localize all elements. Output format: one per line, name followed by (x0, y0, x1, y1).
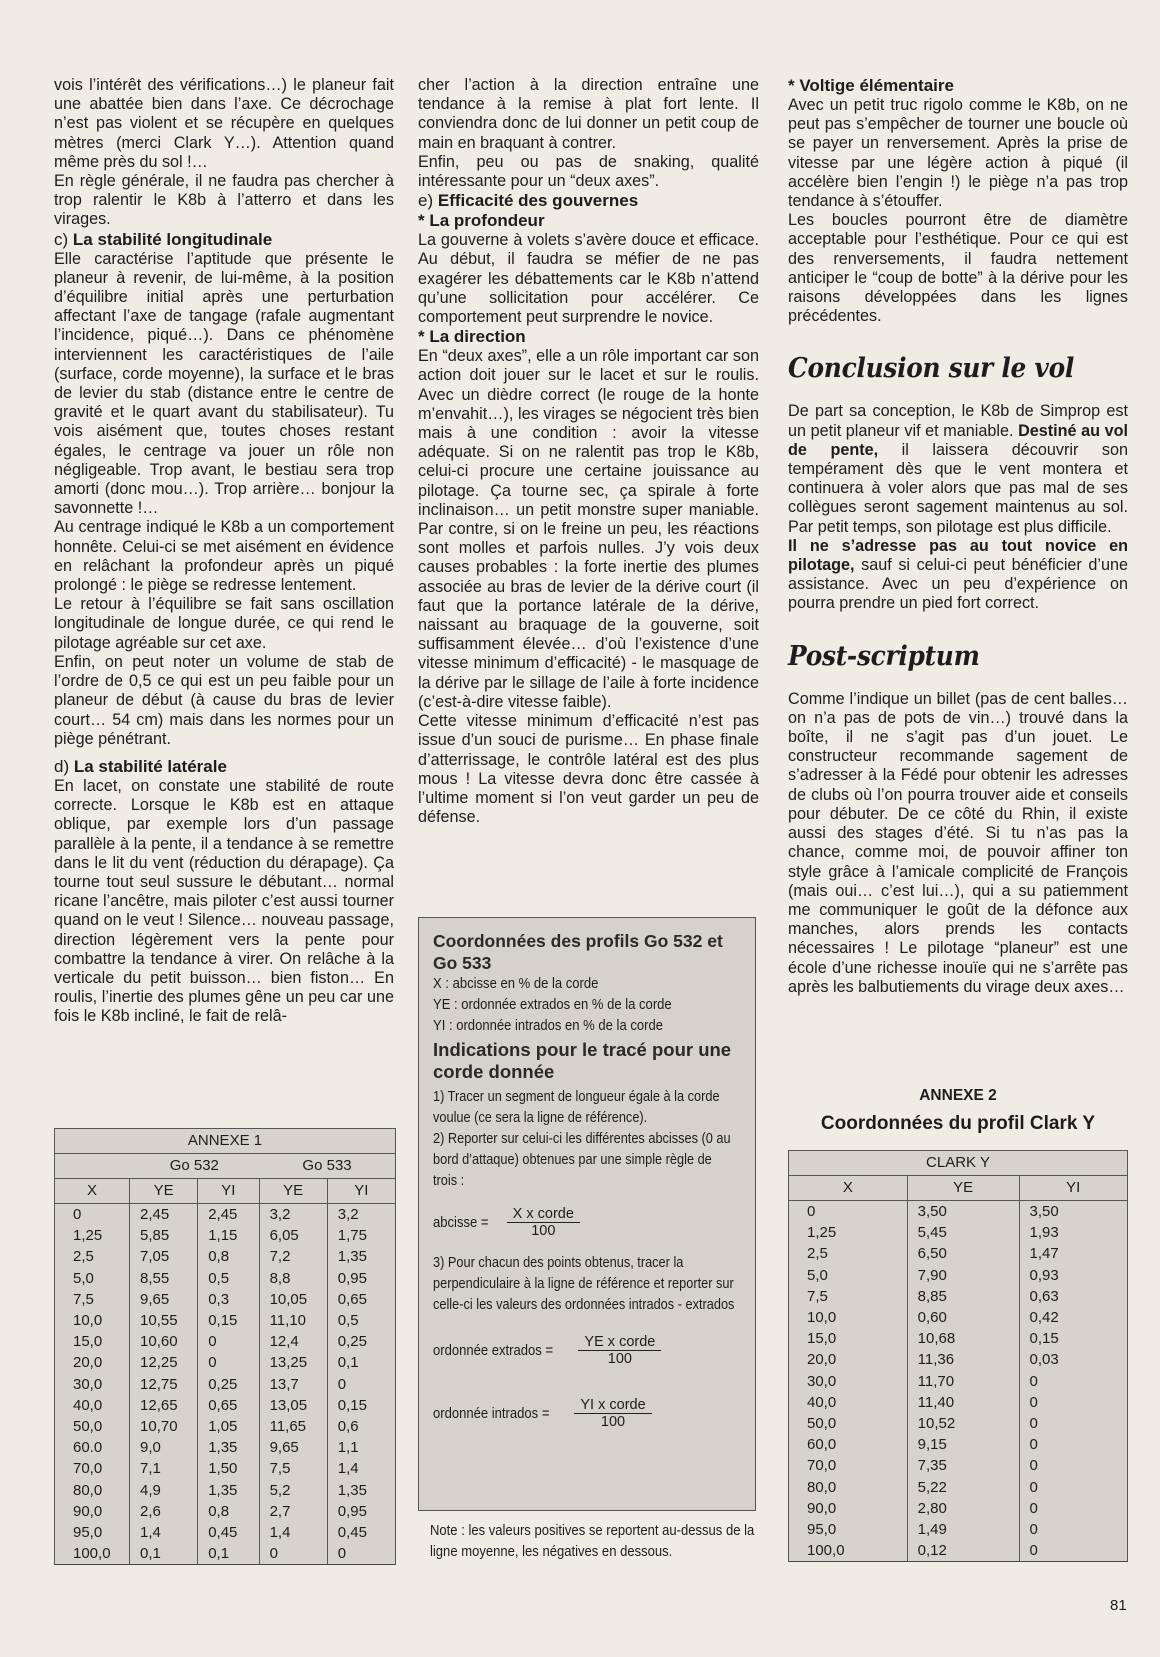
table-cell: 1,47 (1019, 1243, 1128, 1264)
table-cell: 0,25 (198, 1374, 259, 1395)
table-cell: 13,7 (259, 1374, 327, 1395)
table-cell: 0 (1019, 1540, 1128, 1562)
table-cell: 60.0 (55, 1437, 130, 1458)
formula-extrados (433, 1334, 743, 1367)
section-title-conclusion: Conclusion sur le vol (788, 353, 1075, 385)
table-row (789, 1519, 1128, 1540)
paragraph: Comme l’indique un billet (pas de cent balles… on n’a pas de pots de vin…) trouvé dans la boîte, il ne s’agit pas d’un jouet. Le constructeur recommande sagement de s’adresser à la Fédé pour obtenir les adresses de clubs où l’on pourra trouver aide et conseils pour débuter. De ce côté du Rhin, il existe aussi des stages d’été. Si tu n’as pas la chance, comme moi, de pouvoir affiner ton style grâce à l’amicale complicité de François (mais oui… c’est lui…), qui a su patiemment me communiquer le goût de la défonce aux manches, alors prends les contacts nécessaires ! Le pilotage “planeur” est une école d’une richesse inouïe qui ne s’arrête pas après les balbutiements du virage deux axes… (788, 689, 1128, 996)
table-cell: 0,15 (1019, 1328, 1128, 1349)
table-cell: 1,4 (130, 1522, 198, 1543)
table-cell: 7,5 (259, 1458, 327, 1479)
table-row (789, 1265, 1128, 1286)
table-row (55, 1395, 396, 1416)
heading-prefix: e) (418, 191, 434, 211)
section-heading-gouvernes (418, 191, 759, 211)
table-cell: 0,5 (327, 1310, 395, 1331)
table-cell: 0,93 (1019, 1265, 1128, 1286)
table-cell: 10,05 (259, 1289, 327, 1310)
annexe-1-table (54, 1128, 396, 1565)
formula-label: ordonnée extrados = (433, 1342, 554, 1359)
table-row (55, 1543, 396, 1565)
table-cell: 7,05 (130, 1246, 198, 1267)
table-cell: 0 (55, 1204, 130, 1226)
table-cell: 12,25 (130, 1352, 198, 1373)
table-cell: 15,0 (789, 1328, 908, 1349)
table-cell: 10,52 (907, 1413, 1019, 1434)
table-cell: 0 (1019, 1455, 1128, 1476)
table-cell: 0,63 (1019, 1286, 1128, 1307)
paragraph (788, 402, 1128, 536)
table-cell: 80,0 (55, 1480, 130, 1501)
table-cell: 5,0 (789, 1265, 908, 1286)
table-cell: 0,1 (198, 1543, 259, 1565)
table-cell: 0 (327, 1543, 395, 1565)
denominator: 100 (531, 1223, 556, 1239)
column-header: YE (130, 1179, 198, 1204)
table-cell: 2,5 (55, 1246, 130, 1267)
column-header: YI (1019, 1176, 1128, 1201)
table-cell: 6,50 (907, 1243, 1019, 1264)
formula-label: ordonnée intrados = (433, 1405, 550, 1422)
table-cell: 90,0 (55, 1501, 130, 1522)
table-cell: 1,35 (198, 1437, 259, 1458)
subheading-profondeur: * La profondeur (418, 211, 545, 231)
table-cell: 0,1 (130, 1543, 198, 1565)
table-cell: 15,0 (55, 1331, 130, 1352)
subheading-voltige: * Voltige élémentaire (788, 76, 954, 95)
table-cell: 0 (1019, 1371, 1128, 1392)
text-run: sauf si celui-ci peut bénéficier d’une assistance. Avec un peu d’expérience on pourra prendre un pied fort correct. (788, 556, 1128, 613)
table-cell: 11,40 (907, 1392, 1019, 1413)
annexe-caption: Coordonnées du profil Clark Y (820, 1113, 1096, 1134)
table-cell: 2,5 (789, 1243, 908, 1264)
table-cell: 1,93 (1019, 1222, 1128, 1243)
profile-coordinates-box (418, 917, 756, 1511)
paragraph: En lacet, on constate une stabilité de route correcte. Lorsque le K8b est en attaque oblique, par exemple lors d’un passage parallèle à la pente, il a tendance à se remettre dans le lit du vent (réduction du dérapage). Ça tourne tout seul sussure le débutant… normal ricane l’ancêtre, mais piloter c’est aussi tourner quand on le veut ! Silence… nouveau passage, direction légèrement vers la pente pour combattre la tendance à virer. On relâche à la verticale du petit buisson… bien fiston… En roulis, l’inertie des plumes gêne un peu car une fois le K8b incliné, le fait de relâ- (54, 776, 394, 1026)
emphasis: Il ne s’adresse pas au tout novice en pilotage, (788, 536, 1128, 575)
table-cell: 6,05 (259, 1225, 327, 1246)
table-cell: 0,95 (327, 1501, 395, 1522)
table-cell: 7,5 (789, 1286, 908, 1307)
annexe-2-table (788, 1150, 1128, 1562)
table-cell: 2,80 (907, 1498, 1019, 1519)
table-title: ANNEXE 1 (55, 1129, 396, 1154)
table-cell: 20,0 (789, 1349, 908, 1370)
legend-line: YE : ordonnée extrados en % de la corde (433, 997, 672, 1013)
table-row (789, 1455, 1128, 1476)
table-row (789, 1392, 1128, 1413)
table-cell: 5,2 (259, 1480, 327, 1501)
table-cell: 7,90 (907, 1265, 1019, 1286)
table-row (55, 1331, 396, 1352)
box-note: Note : les valeurs positives se reportent au-dessus de la ligne moyenne, les négatives en dessous. (430, 1523, 755, 1560)
table-row (789, 1243, 1128, 1264)
table-cell: 0,03 (1019, 1349, 1128, 1370)
column-header: YE (259, 1179, 327, 1204)
table-cell: 50,0 (55, 1416, 130, 1437)
table-cell: 2,45 (198, 1204, 259, 1226)
table-cell: 20,0 (55, 1352, 130, 1373)
table-row (55, 1501, 396, 1522)
heading-text: Efficacité des gouvernes (437, 191, 639, 211)
table-cell: 12,75 (130, 1374, 198, 1395)
paragraph: cher l’action à la direction entraîne une tendance à la remise à plat fort lente. Il conviendra donc de lui donner un petit coup de main en braquant à contrer. (418, 76, 759, 152)
column-header: YE (907, 1176, 1019, 1201)
column-3 (788, 76, 1128, 997)
section-heading-lateral (54, 757, 394, 777)
table-row (55, 1522, 396, 1543)
paragraph: Les boucles pourront être de diamètre acceptable pour l’esthétique. Pour ce qui est des renversements, il faudra nettement anticiper le “coup de botte” à la dérive pour les raisons développées dans les lignes précédentes. (788, 211, 1128, 326)
table-body (55, 1204, 396, 1565)
column-header: YI (327, 1179, 395, 1204)
table-cell: 5,45 (907, 1222, 1019, 1243)
box-subtitle: Indications pour le tracé pour une corde donnée (433, 1039, 732, 1082)
table-row (789, 1371, 1128, 1392)
table-row (55, 1374, 396, 1395)
column-header: YI (198, 1179, 259, 1204)
paragraph: En règle générale, il ne faudra pas chercher à trop ralentir le K8b à l’atterro et dans les virages. (54, 172, 394, 229)
formula-abcisse (433, 1206, 743, 1239)
table-cell: 9,65 (259, 1437, 327, 1458)
table-cell: 0 (327, 1374, 395, 1395)
table-cell: 5,0 (55, 1268, 130, 1289)
table-cell: 3,2 (327, 1204, 395, 1226)
table-cell: 9,15 (907, 1434, 1019, 1455)
table-cell: 30,0 (789, 1371, 908, 1392)
numerator: X x corde (507, 1206, 580, 1223)
table-row (55, 1310, 396, 1331)
table-cell: 0,15 (198, 1310, 259, 1331)
heading-prefix: d) (54, 756, 70, 776)
table-row (55, 1289, 396, 1310)
table-group-header: Go 533 (259, 1154, 395, 1179)
table-cell: 7,35 (907, 1455, 1019, 1476)
table-cell: 7,1 (130, 1458, 198, 1479)
column-2 (418, 76, 759, 827)
table-cell: 0,60 (907, 1307, 1019, 1328)
paragraph: Enfin, peu ou pas de snaking, qualité intéressante pour un “deux axes”. (418, 152, 759, 191)
paragraph (788, 537, 1128, 614)
numerator: YE x corde (578, 1334, 661, 1351)
table-cell: 9,0 (130, 1437, 198, 1458)
table-cell: 1,25 (789, 1222, 908, 1243)
table-cell: 95,0 (55, 1522, 130, 1543)
table-cell: 1,35 (327, 1246, 395, 1267)
table-row (55, 1437, 396, 1458)
table-row (55, 1246, 396, 1267)
table-cell: 100,0 (55, 1543, 130, 1565)
table-cell: 90,0 (789, 1498, 908, 1519)
table-group-spacer (55, 1154, 130, 1179)
paragraph: Elle caractérise l’aptitude que présente le planeur à revenir, de lui-même, à la position d’équilibre initial après une perturbation affectant l’axe de tangage (rafale augmentant l’incidence, piqué…). Dans ce phénomène interviennent les caractéristiques de l’aile (surface, corde moyenne), la surface et le bras de levier du stab (distance entre le centre de gravité et le quart avant du stabilisateur). Tu vois aisément que, toutes choses restant égales, le centrage va jouer un rôle non négligeable. Trop avant, le bestiau sera trop amorti (donc mou…). Trop arrière… bonjour la savonnette !… (54, 249, 394, 518)
table-cell: 50,0 (789, 1413, 908, 1434)
table-cell: 1,4 (259, 1522, 327, 1543)
table-cell: 10,70 (130, 1416, 198, 1437)
table-cell: 60,0 (789, 1434, 908, 1455)
table-cell: 0,8 (198, 1501, 259, 1522)
paragraph: Enfin, on peut noter un volume de stab de l’ordre de 0,5 ce qui est un peu faible pour un planeur de début (à cause du bras de levier court… 54 cm) mais dans les normes pour un piège pénétrant. (54, 652, 394, 748)
fraction (507, 1206, 580, 1239)
annexe-2-caption (788, 1085, 1128, 1137)
table-cell: 3,50 (1019, 1201, 1128, 1223)
table-cell: 0 (1019, 1498, 1128, 1519)
table-cell: 1,49 (907, 1519, 1019, 1540)
table-cell: 5,22 (907, 1477, 1019, 1498)
formula-label: abcisse = (433, 1214, 489, 1231)
legend-line: X : abcisse en % de la corde (433, 976, 599, 992)
fraction (578, 1334, 661, 1367)
table-cell: 3,2 (259, 1204, 327, 1226)
table-row (789, 1477, 1128, 1498)
table-cell: 8,8 (259, 1268, 327, 1289)
table-cell: 0,45 (327, 1522, 395, 1543)
table-group-header: Go 532 (130, 1154, 260, 1179)
table-cell: 1,05 (198, 1416, 259, 1437)
denominator: 100 (600, 1414, 626, 1430)
table-cell: 1,4 (327, 1458, 395, 1479)
table-cell: 0,12 (907, 1540, 1019, 1562)
table-title: CLARK Y (789, 1151, 1128, 1176)
table-cell: 3,50 (907, 1201, 1019, 1223)
table-cell: 9,65 (130, 1289, 198, 1310)
table-cell: 0,95 (327, 1268, 395, 1289)
table-cell: 0,8 (198, 1246, 259, 1267)
subheading-direction: * La direction (418, 327, 526, 347)
table-cell: 13,05 (259, 1395, 327, 1416)
table-cell: 0 (1019, 1519, 1128, 1540)
section-heading-longitudinal (54, 230, 394, 250)
table-cell: 0,3 (198, 1289, 259, 1310)
emphasis: Destiné au vol de pente, (788, 421, 1129, 459)
table-row (789, 1328, 1128, 1349)
table-cell: 1,15 (198, 1225, 259, 1246)
table-cell: 12,65 (130, 1395, 198, 1416)
annexe-label: ANNEXE 2 (919, 1087, 997, 1104)
table-cell: 1,35 (198, 1480, 259, 1501)
table-cell: 40,0 (55, 1395, 130, 1416)
page-number: 81 (1110, 1597, 1127, 1614)
table-cell: 10,0 (789, 1307, 908, 1328)
table-cell: 100,0 (789, 1540, 908, 1562)
table-cell: 4,9 (130, 1480, 198, 1501)
table-cell: 11,70 (907, 1371, 1019, 1392)
table-cell: 0 (198, 1352, 259, 1373)
table-cell: 2,45 (130, 1204, 198, 1226)
column-header: X (789, 1176, 908, 1201)
fraction (574, 1397, 651, 1430)
legend-line: YI : ordonnée intrados en % de la corde (433, 1018, 663, 1034)
table-cell: 13,25 (259, 1352, 327, 1373)
denominator: 100 (607, 1351, 632, 1367)
paragraph: En “deux axes”, elle a un rôle important car son action doit jouer sur le lacet et sur le roulis. Avec un dièdre correct (le rouge de la honte m’envahit…), les virages se négocient très bien mais à une condition : avoir la vitesse adéquate. Si on ne ralentit pas trop le K8b, celui-ci procure une certaine jouissance au pilotage. Ça tourne sec, ça spirale à forte inclinaison… un petit monstre super maniable. Par contre, si on le freine un peu, les réactions sont molles et parfois nulles. J’y vois deux causes probables : la forte inertie des plumes associée au bras de levier de la dérive court (il faut que la portance latérale de la dérive, naissant au braquage de la gouverne, soit suffisamment élevée… d’où l’existence d’une vitesse minimum d’efficacité) - le masquage de la dérive par le sillage de l’aile à forte incidence (c’est-à-dire vitesse faible). (418, 347, 759, 711)
table-row (789, 1201, 1128, 1223)
table-row (789, 1222, 1128, 1243)
table-cell: 40,0 (789, 1392, 908, 1413)
table-cell: 8,85 (907, 1286, 1019, 1307)
table-cell: 12,4 (259, 1331, 327, 1352)
table-cell: 0 (198, 1331, 259, 1352)
table-row (789, 1349, 1128, 1370)
table-row (789, 1498, 1128, 1519)
column-header: X (55, 1179, 130, 1204)
table-cell: 80,0 (789, 1477, 908, 1498)
table-cell: 95,0 (789, 1519, 908, 1540)
table-cell: 0,6 (327, 1416, 395, 1437)
table-cell: 2,7 (259, 1501, 327, 1522)
table-cell: 0 (1019, 1392, 1128, 1413)
table-cell: 1,50 (198, 1458, 259, 1479)
table-body (789, 1201, 1128, 1562)
table-cell: 1,1 (327, 1437, 395, 1458)
table-cell: 0,25 (327, 1331, 395, 1352)
table-cell: 1,75 (327, 1225, 395, 1246)
table-cell: 0,1 (327, 1352, 395, 1373)
paragraph: Le retour à l’équilibre se fait sans oscillation longitudinale de longue durée, ce qui rend le pilotage agréable sur cet axe. (54, 595, 394, 652)
table-cell: 7,5 (55, 1289, 130, 1310)
table-cell: 70,0 (55, 1458, 130, 1479)
table-row (55, 1480, 396, 1501)
table-cell: 0,65 (327, 1289, 395, 1310)
table-row (789, 1286, 1128, 1307)
table-cell: 30,0 (55, 1374, 130, 1395)
table-row (55, 1416, 396, 1437)
table-cell: 2,6 (130, 1501, 198, 1522)
table-cell: 10,0 (55, 1310, 130, 1331)
table-cell: 7,2 (259, 1246, 327, 1267)
table-cell: 1,35 (327, 1480, 395, 1501)
table-cell: 10,60 (130, 1331, 198, 1352)
table-cell: 10,55 (130, 1310, 198, 1331)
table-cell: 0,15 (327, 1395, 395, 1416)
text-run: De part sa conception, le K8b de Simprop est un petit planeur vif et maniable. (788, 402, 1128, 440)
heading-text: La stabilité latérale (73, 756, 227, 776)
text-run: il laissera découvrir son tempérament dès que le vent montera et continuera à voler alors que pas mal de ses collègues seront sagement maintenus au sol. Par petit temps, son pilotage est plus difficile. (788, 440, 1128, 536)
paragraph: Au centrage indiqué le K8b a un comportement honnête. Celui-ci se met aisément en évidence en relâchant la profondeur après un piqué prolongé : le piège se redresse lentement. (54, 518, 394, 595)
instruction-step: 3) Pour chacun des points obtenus, tracer la perpendiculaire à la ligne de référence et reporter sur celle-ci les valeurs des ordonnées intrados - extrados (433, 1255, 735, 1313)
table-cell: 8,55 (130, 1268, 198, 1289)
table-row (789, 1413, 1128, 1434)
numerator: YI x corde (574, 1397, 651, 1414)
table-cell: 0,45 (198, 1522, 259, 1543)
table-cell: 5,85 (130, 1225, 198, 1246)
formula-intrados (433, 1397, 743, 1430)
table-cell: 70,0 (789, 1455, 908, 1476)
table-row (55, 1268, 396, 1289)
paragraph: vois l’intérêt des vérifications…) le planeur fait une abattée bien dans l’axe. Ce décrochage n’est pas violent et se récupère en quelques mètres (merci Clark Y…). Attention quand même près du sol !… (54, 76, 394, 171)
table-row (55, 1225, 396, 1246)
box-title: Coordonnées des profils Go 532 et Go 533 (433, 931, 723, 973)
table-cell: 11,36 (907, 1349, 1019, 1370)
table-row (55, 1204, 396, 1226)
table-cell: 11,65 (259, 1416, 327, 1437)
table-row (789, 1434, 1128, 1455)
instruction-step: 2) Reporter sur celui-ci les différentes abcisses (0 au bord d’attaque) obtenues par une simple règle de trois : (433, 1131, 731, 1189)
table-cell: 0 (1019, 1477, 1128, 1498)
table-cell: 0 (1019, 1413, 1128, 1434)
table-cell: 1,25 (55, 1225, 130, 1246)
heading-prefix: c) (54, 229, 69, 249)
table-cell: 0,42 (1019, 1307, 1128, 1328)
paragraph: Cette vitesse minimum d’efficacité n’est pas issue d’un souci de purisme… En phase finale d’atterrissage, le contrôle latéral est des plus mous ! La vitesse devra donc être cassée à l’ultime moment si l’on veut garder un peu de défense. (418, 712, 759, 827)
table-row (789, 1540, 1128, 1562)
heading-text: La stabilité longitudinale (72, 229, 273, 249)
table-cell: 0,65 (198, 1395, 259, 1416)
table-cell: 11,10 (259, 1310, 327, 1331)
paragraph: La gouverne à volets s’avère douce et efficace. Au début, il faudra se méfier de ne pas exagérer les débattements car le K8b n’attend qu’une sollicitation pour accélérer. Ce comportement peut surprendre le novice. (418, 231, 759, 327)
paragraph: Avec un petit truc rigolo comme le K8b, on ne peut pas s’empêcher de tourner une boucle où se payer un renversement. Après la prise de vitesse par une légère action à piqué (il accélère bien l’engin !) le piège n’a pas trop tendance à s’étouffer. (788, 96, 1128, 211)
table-cell: 10,68 (907, 1328, 1019, 1349)
table-cell: 0 (1019, 1434, 1128, 1455)
table-row (55, 1352, 396, 1373)
table-cell: 0 (259, 1543, 327, 1565)
instruction-step: 1) Tracer un segment de longueur égale à la corde voulue (ce sera la ligne de référence). (433, 1089, 720, 1126)
table-row (55, 1458, 396, 1479)
column-1 (54, 76, 394, 1027)
section-title-postscriptum: Post-scriptum (788, 640, 980, 672)
table-cell: 0,5 (198, 1268, 259, 1289)
table-row (789, 1307, 1128, 1328)
table-cell: 0 (789, 1201, 908, 1223)
